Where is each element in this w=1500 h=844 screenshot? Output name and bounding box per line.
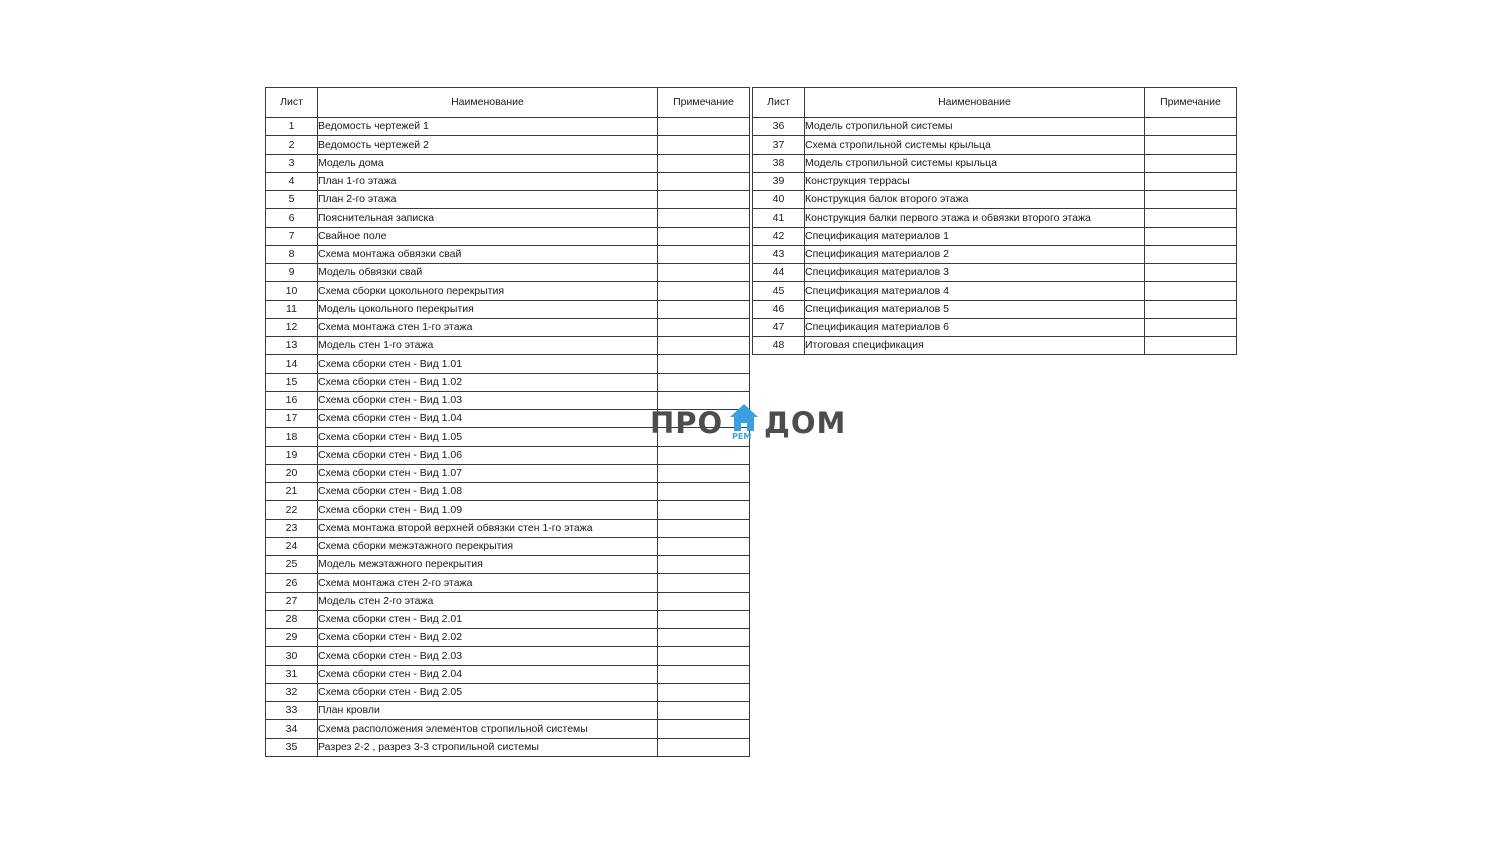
table-row xyxy=(266,191,750,209)
note-cell xyxy=(1145,264,1237,282)
table-row xyxy=(753,209,1237,227)
sheet-number-cell: 11 xyxy=(266,300,318,318)
sheet-name-cell: Схема сборки стен - Вид 1.05 xyxy=(318,428,658,446)
sheet-name-cell: План 2-го этажа xyxy=(318,191,658,209)
sheet-name-cell: Модель стропильной системы xyxy=(805,118,1145,136)
sheet-number-cell: 48 xyxy=(753,337,805,355)
sheet-number-cell: 1 xyxy=(266,118,318,136)
table-row xyxy=(266,282,750,300)
table-row xyxy=(266,136,750,154)
sheet-name-cell: План кровли xyxy=(318,702,658,720)
sheet-name-cell: Схема сборки межэтажного перекрытия xyxy=(318,537,658,555)
note-cell xyxy=(658,172,750,190)
note-cell xyxy=(658,446,750,464)
sheet-number-cell: 29 xyxy=(266,629,318,647)
table-row xyxy=(266,337,750,355)
sheet-number-cell: 10 xyxy=(266,282,318,300)
sheet-number-cell: 3 xyxy=(266,154,318,172)
sheet-number-cell: 6 xyxy=(266,209,318,227)
note-cell xyxy=(658,337,750,355)
sheet-name-cell: Схема сборки стен - Вид 2.05 xyxy=(318,683,658,701)
logo-sub-text: РЕМ xyxy=(732,432,752,441)
table-row xyxy=(266,665,750,683)
logo-word-dom: ДОМ xyxy=(764,406,847,440)
sheet-number-cell: 37 xyxy=(753,136,805,154)
sheet-number-cell: 22 xyxy=(266,501,318,519)
table-row xyxy=(266,373,750,391)
note-cell xyxy=(658,556,750,574)
sheet-name-cell: План 1-го этажа xyxy=(318,172,658,190)
note-cell xyxy=(1145,318,1237,336)
note-cell xyxy=(1145,337,1237,355)
note-cell xyxy=(658,665,750,683)
sheet-number-cell: 18 xyxy=(266,428,318,446)
sheet-name-cell: Схема сборки стен - Вид 1.08 xyxy=(318,483,658,501)
sheet-name-cell: Схема сборки стен - Вид 2.01 xyxy=(318,610,658,628)
note-cell xyxy=(658,282,750,300)
table-row xyxy=(753,118,1237,136)
sheet-number-cell: 30 xyxy=(266,647,318,665)
header-name: Наименование xyxy=(805,88,1145,118)
note-cell xyxy=(1145,282,1237,300)
table-row xyxy=(266,355,750,373)
header-sheet: Лист xyxy=(753,88,805,118)
note-cell xyxy=(658,702,750,720)
sheet-name-cell: Модель дома xyxy=(318,154,658,172)
note-cell xyxy=(658,209,750,227)
sheet-number-cell: 20 xyxy=(266,464,318,482)
table-row xyxy=(266,592,750,610)
table-row xyxy=(753,136,1237,154)
table-row xyxy=(266,300,750,318)
table-row xyxy=(753,154,1237,172)
sheet-number-cell: 38 xyxy=(753,154,805,172)
note-cell xyxy=(658,154,750,172)
sheet-name-cell: Спецификация материалов 6 xyxy=(805,318,1145,336)
table-body-right xyxy=(753,118,1237,355)
sheet-number-cell: 5 xyxy=(266,191,318,209)
sheet-number-cell: 19 xyxy=(266,446,318,464)
sheet-number-cell: 36 xyxy=(753,118,805,136)
sheet-number-cell: 15 xyxy=(266,373,318,391)
table-row xyxy=(266,483,750,501)
sheet-number-cell: 31 xyxy=(266,665,318,683)
note-cell xyxy=(658,592,750,610)
note-cell xyxy=(658,537,750,555)
note-cell xyxy=(658,464,750,482)
sheet-number-cell: 4 xyxy=(266,172,318,190)
table-row xyxy=(266,738,750,756)
sheet-name-cell: Конструкция балки первого этажа и обвязки второго этажа xyxy=(805,209,1145,227)
note-cell xyxy=(1145,245,1237,263)
sheet-number-cell: 32 xyxy=(266,683,318,701)
sheet-number-cell: 17 xyxy=(266,410,318,428)
note-cell xyxy=(658,300,750,318)
sheet-number-cell: 43 xyxy=(753,245,805,263)
sheet-name-cell: Разрез 2-2 , разрез 3-3 стропильной системы xyxy=(318,738,658,756)
table-row xyxy=(266,647,750,665)
note-cell xyxy=(658,318,750,336)
sheet-name-cell: Модель стропильной системы крыльца xyxy=(805,154,1145,172)
sheet-number-cell: 33 xyxy=(266,702,318,720)
sheet-name-cell: Ведомость чертежей 1 xyxy=(318,118,658,136)
note-cell xyxy=(1145,209,1237,227)
table-row xyxy=(753,300,1237,318)
header-note: Примечание xyxy=(658,88,750,118)
note-cell xyxy=(658,519,750,537)
note-cell xyxy=(1145,191,1237,209)
sheet-name-cell: Спецификация материалов 4 xyxy=(805,282,1145,300)
sheet-name-cell: Схема сборки стен - Вид 2.04 xyxy=(318,665,658,683)
sheet-name-cell: Спецификация материалов 3 xyxy=(805,264,1145,282)
sheet-name-cell: Ведомость чертежей 2 xyxy=(318,136,658,154)
sheet-name-cell: Схема монтажа обвязки свай xyxy=(318,245,658,263)
note-cell xyxy=(658,574,750,592)
sheet-number-cell: 41 xyxy=(753,209,805,227)
sheet-name-cell: Спецификация материалов 2 xyxy=(805,245,1145,263)
sheet-name-cell: Схема сборки стен - Вид 1.06 xyxy=(318,446,658,464)
note-cell xyxy=(658,191,750,209)
sheet-number-cell: 42 xyxy=(753,227,805,245)
table-row xyxy=(753,191,1237,209)
table-header-row xyxy=(266,88,750,118)
note-cell xyxy=(658,738,750,756)
table-row xyxy=(266,446,750,464)
sheet-name-cell: Пояснительная записка xyxy=(318,209,658,227)
table-row xyxy=(266,227,750,245)
house-icon xyxy=(728,402,760,434)
sheet-number-cell: 39 xyxy=(753,172,805,190)
sheet-number-cell: 35 xyxy=(266,738,318,756)
table-row xyxy=(266,556,750,574)
table-row xyxy=(753,337,1237,355)
sheet-number-cell: 14 xyxy=(266,355,318,373)
note-cell xyxy=(1145,118,1237,136)
table-row xyxy=(266,610,750,628)
sheet-number-cell: 9 xyxy=(266,264,318,282)
sheet-name-cell: Схема монтажа стен 1-го этажа xyxy=(318,318,658,336)
note-cell xyxy=(658,136,750,154)
sheet-number-cell: 26 xyxy=(266,574,318,592)
table-row xyxy=(266,118,750,136)
sheet-number-cell: 2 xyxy=(266,136,318,154)
table-row xyxy=(266,245,750,263)
note-cell xyxy=(658,501,750,519)
drawing-list-table-right xyxy=(752,87,1237,355)
table-row xyxy=(753,172,1237,190)
sheet-name-cell: Схема расположения элементов стропильной системы xyxy=(318,720,658,738)
table-row xyxy=(266,574,750,592)
sheet-name-cell: Схема сборки стен - Вид 1.01 xyxy=(318,355,658,373)
sheet-number-cell: 13 xyxy=(266,337,318,355)
note-cell xyxy=(1145,136,1237,154)
note-cell xyxy=(658,355,750,373)
note-cell xyxy=(658,245,750,263)
note-cell xyxy=(1145,227,1237,245)
table-row xyxy=(266,629,750,647)
table-row xyxy=(753,264,1237,282)
sheet-name-cell: Схема сборки стен - Вид 2.03 xyxy=(318,647,658,665)
sheet-name-cell: Спецификация материалов 5 xyxy=(805,300,1145,318)
sheet-name-cell: Схема монтажа второй верхней обвязки стен 1-го этажа xyxy=(318,519,658,537)
sheet-name-cell: Схема сборки стен - Вид 1.03 xyxy=(318,391,658,409)
header-sheet: Лист xyxy=(266,88,318,118)
sheet-name-cell: Модель стен 1-го этажа xyxy=(318,337,658,355)
sheet-number-cell: 12 xyxy=(266,318,318,336)
sheet-number-cell: 45 xyxy=(753,282,805,300)
note-cell xyxy=(658,118,750,136)
header-note: Примечание xyxy=(1145,88,1237,118)
sheet-number-cell: 7 xyxy=(266,227,318,245)
sheet-name-cell: Схема сборки стен - Вид 1.09 xyxy=(318,501,658,519)
table-row xyxy=(266,720,750,738)
table-row xyxy=(753,227,1237,245)
sheet-number-cell: 40 xyxy=(753,191,805,209)
sheet-number-cell: 28 xyxy=(266,610,318,628)
sheet-name-cell: Схема сборки цокольного перекрытия xyxy=(318,282,658,300)
table-row xyxy=(266,519,750,537)
sheet-name-cell: Схема сборки стен - Вид 2.02 xyxy=(318,629,658,647)
table-row xyxy=(266,172,750,190)
sheet-name-cell: Модель межэтажного перекрытия xyxy=(318,556,658,574)
sheet-name-cell: Свайное поле xyxy=(318,227,658,245)
note-cell xyxy=(1145,154,1237,172)
note-cell xyxy=(658,610,750,628)
sheet-name-cell: Схема монтажа стен 2-го этажа xyxy=(318,574,658,592)
note-cell xyxy=(658,483,750,501)
watermark-logo xyxy=(650,402,850,444)
sheet-number-cell: 8 xyxy=(266,245,318,263)
note-cell xyxy=(658,683,750,701)
sheet-name-cell: Схема сборки стен - Вид 1.04 xyxy=(318,410,658,428)
logo-word-pro: ПРО xyxy=(650,406,724,440)
table-row xyxy=(266,464,750,482)
sheet-number-cell: 46 xyxy=(753,300,805,318)
sheet-number-cell: 16 xyxy=(266,391,318,409)
note-cell xyxy=(658,227,750,245)
sheet-number-cell: 27 xyxy=(266,592,318,610)
sheet-name-cell: Схема сборки стен - Вид 1.07 xyxy=(318,464,658,482)
header-name: Наименование xyxy=(318,88,658,118)
table-row xyxy=(753,245,1237,263)
sheet-name-cell: Итоговая спецификация xyxy=(805,337,1145,355)
sheet-name-cell: Модель обвязки свай xyxy=(318,264,658,282)
table-row xyxy=(266,537,750,555)
table-row xyxy=(266,501,750,519)
sheet-number-cell: 47 xyxy=(753,318,805,336)
sheet-name-cell: Конструкция балок второго этажа xyxy=(805,191,1145,209)
note-cell xyxy=(1145,172,1237,190)
table-row xyxy=(266,264,750,282)
sheet-number-cell: 25 xyxy=(266,556,318,574)
sheet-number-cell: 44 xyxy=(753,264,805,282)
sheet-name-cell: Конструкция террасы xyxy=(805,172,1145,190)
note-cell xyxy=(658,647,750,665)
note-cell xyxy=(1145,300,1237,318)
sheet-number-cell: 21 xyxy=(266,483,318,501)
table-row xyxy=(753,282,1237,300)
note-cell xyxy=(658,264,750,282)
table-row xyxy=(266,209,750,227)
note-cell xyxy=(658,373,750,391)
table-header-row xyxy=(753,88,1237,118)
sheet-number-cell: 24 xyxy=(266,537,318,555)
sheet-name-cell: Модель цокольного перекрытия xyxy=(318,300,658,318)
table-row xyxy=(266,702,750,720)
sheet-number-cell: 34 xyxy=(266,720,318,738)
table-row xyxy=(266,318,750,336)
table-row xyxy=(753,318,1237,336)
sheet-name-cell: Модель стен 2-го этажа xyxy=(318,592,658,610)
note-cell xyxy=(658,720,750,738)
table-row xyxy=(266,683,750,701)
note-cell xyxy=(658,629,750,647)
sheet-name-cell: Спецификация материалов 1 xyxy=(805,227,1145,245)
sheet-name-cell: Схема сборки стен - Вид 1.02 xyxy=(318,373,658,391)
sheet-number-cell: 23 xyxy=(266,519,318,537)
table-row xyxy=(266,154,750,172)
sheet-name-cell: Схема стропильной системы крыльца xyxy=(805,136,1145,154)
